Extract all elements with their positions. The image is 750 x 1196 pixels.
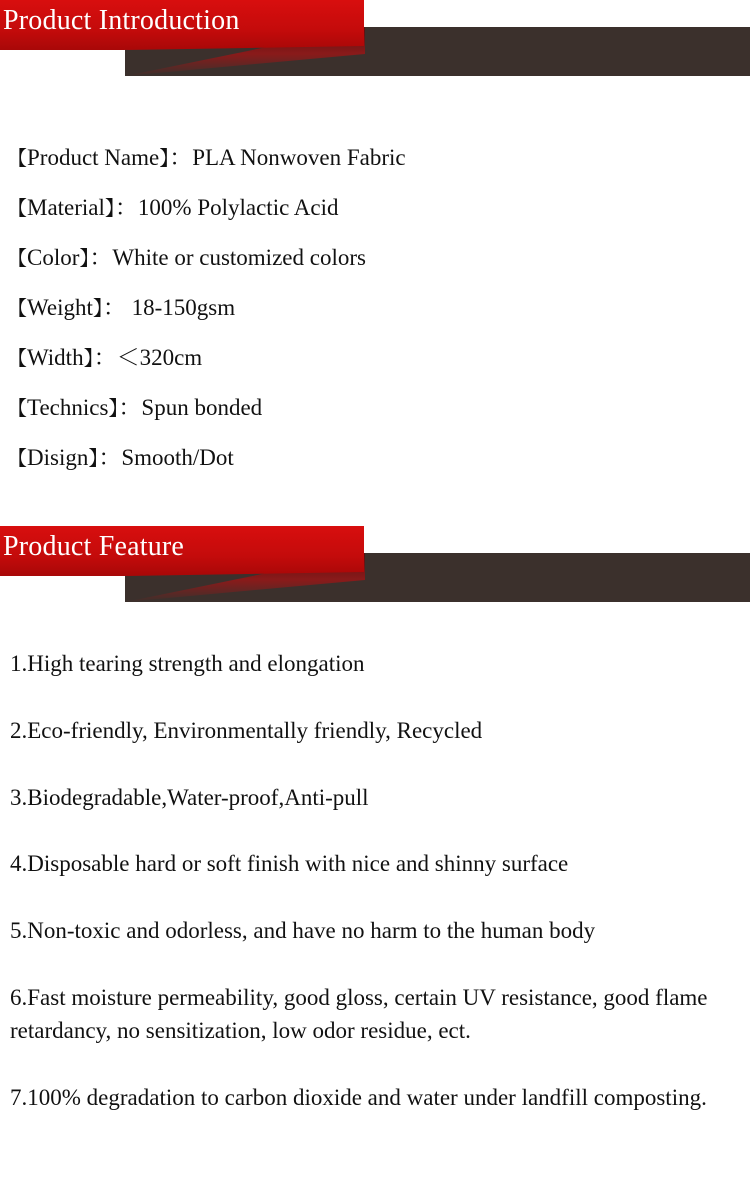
spec-sep: ： (98, 445, 122, 470)
feature-title: Product Feature (3, 531, 185, 562)
intro-section-header (0, 0, 750, 76)
spec-value: 100% Polylactic Acid (137, 195, 339, 220)
spec-line: 【Width】：＜320cm (7, 345, 203, 370)
feature-item: 2.Eco-friendly, Environmentally friendly, Recycled (10, 718, 483, 743)
spec-sep: ： (169, 145, 193, 170)
feature-item: 5.Non-toxic and odorless, and have no harm to the human body (10, 918, 596, 943)
spec-sep: ： (118, 395, 142, 420)
feature-section-header (0, 526, 750, 602)
feature-item: 7.100% degradation to carbon dioxide and water under landfill composting. (10, 1085, 707, 1110)
spec-line: 【Technics】：Spun bonded (7, 395, 263, 420)
spec-label: Disign (27, 445, 89, 470)
spec-line: 【Material】：100% Polylactic Acid (7, 195, 339, 220)
spec-sep: ： (93, 345, 117, 370)
spec-value: 18-150gsm (125, 295, 236, 320)
feature-item: 6.Fast moisture permeability, good gloss, certain UV resistance, good flame retardancy, no sensitization, low odor residue, ect. (10, 985, 708, 1043)
spec-label: Technics (27, 395, 109, 420)
spec-value: ＜320cm (116, 345, 203, 370)
spec-label: Product Name (27, 145, 160, 170)
spec-label: Width (27, 345, 84, 370)
spec-value: Spun bonded (141, 395, 263, 420)
feature-item: 4.Disposable hard or soft finish with nice and shinny surface (10, 851, 569, 876)
spec-line: 【Disign】：Smooth/Dot (7, 445, 234, 470)
spec-line: 【Product Name】：PLA Nonwoven Fabric (7, 145, 406, 170)
spec-value: PLA Nonwoven Fabric (192, 145, 406, 170)
spec-value: Smooth/Dot (121, 445, 234, 470)
spec-sep: ： (102, 295, 126, 320)
intro-title: Product Introduction (3, 5, 240, 36)
spec-sep: ： (89, 245, 113, 270)
spec-sep: ： (114, 195, 138, 220)
spec-line: 【Color】：White or customized colors (7, 245, 366, 270)
spec-value: White or customized colors (112, 245, 366, 270)
spec-label: Material (27, 195, 105, 220)
spec-line: 【Weight】： 18-150gsm (7, 295, 236, 320)
feature-item: 1.High tearing strength and elongation (10, 651, 365, 676)
spec-label: Color (27, 245, 80, 270)
feature-item: 3.Biodegradable,Water-proof,Anti-pull (10, 785, 369, 810)
spec-label: Weight (27, 295, 93, 320)
